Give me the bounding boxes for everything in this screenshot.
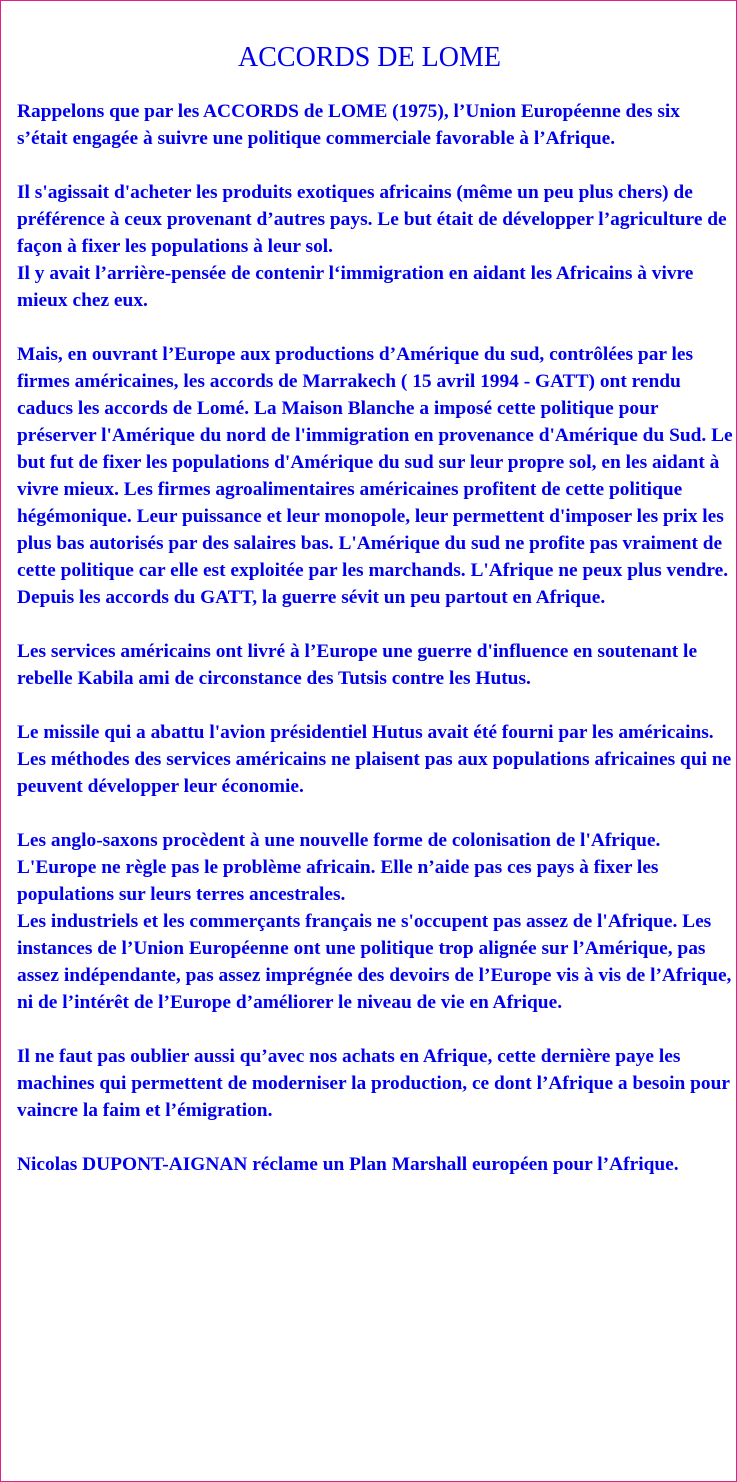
- paragraph-missile: Le missile qui a abattu l'avion présidentiel Hutus avait été fourni par les américains. Les méthodes des services américains ne plaisent pas aux populations africaines qui ne peuvent développer leur économie.: [17, 722, 732, 797]
- paragraph-lome-intro: Rappelons que par les ACCORDS de LOME (1975), l’Union Européenne des six s’était engagée à suivre une politique commerciale favorable à l’Afrique.: [17, 101, 680, 149]
- page-title: ACCORDS DE LOME: [238, 42, 501, 73]
- paragraph-purchases: Il ne faut pas oublier aussi qu’avec nos achats en Afrique, cette dernière paye les machines qui permettent de moderniser la production, ce dont l’Afrique a besoin pour vaincre la faim et l’émigration.: [17, 1046, 730, 1121]
- paragraph-influence-war: Les services américains ont livré à l’Europe une guerre d'influence en soutenant le rebelle Kabila ami de circonstance des Tutsis contre les Hutus.: [17, 641, 698, 689]
- paragraph-marrakech-gatt: Mais, en ouvrant l’Europe aux productions d’Amérique du sud, contrôlées par les firmes américaines, les accords de Marrakech ( 15 avril 1994 - GATT) ont rendu caducs les accords de Lomé. La Maison Blanche a imposé cette politique pour préserver l'Amérique du nord de l'immigration en provenance d'Amérique du Sud. Le but fut de fixer les populations d'Amérique du sud sur leur propre sol, en les aidant à vivre mieux. Les firmes agroalimentaires américaines profitent de cette politique hégémonique. Leur puissance et leur monopole, leur permettent d'imposer les prix les plus bas autorisés par des salaires bas. L'Amérique du sud ne profite pas vraiment de cette politique car elle est exploitée par les marchands. L'Afrique ne peux plus vendre. Depuis les accords du GATT, la guerre sévit un peu partout en Afrique.: [17, 344, 733, 608]
- paragraph-marshall-plan: Nicolas DUPONT-AIGNAN réclame un Plan Marshall européen pour l’Afrique.: [17, 1154, 679, 1175]
- paragraph-colonisation: Les anglo-saxons procèdent à une nouvelle forme de colonisation de l'Afrique. L'Europe ne règle pas le problème africain. Elle n’aide pas ces pays à fixer les populations sur leurs terres ancestrales. Les industriels et les commerçants français ne s'occupent pas assez de l'Afrique. Les instances de l’Union Européenne ont une politique trop alignée sur l’Amérique, pas assez indépendante, pas assez imprégnée des devoirs de l’Europe vis à vis de l’Afrique, ni de l’intérêt de l’Europe d’améliorer le niveau de vie en Afrique.: [17, 830, 732, 1013]
- article-body: [17, 41, 733, 1205]
- paragraph-exotic-products: Il s'agissait d'acheter les produits exotiques africains (même un peu plus chers) de préférence à ceux provenant d’autres pays. Le but était de développer l’agriculture de façon à fixer les populations à leur sol. Il y avait l’arrière-pensée de contenir l‘immigration en aidant les Africains à vivre mieux chez eux.: [17, 182, 727, 311]
